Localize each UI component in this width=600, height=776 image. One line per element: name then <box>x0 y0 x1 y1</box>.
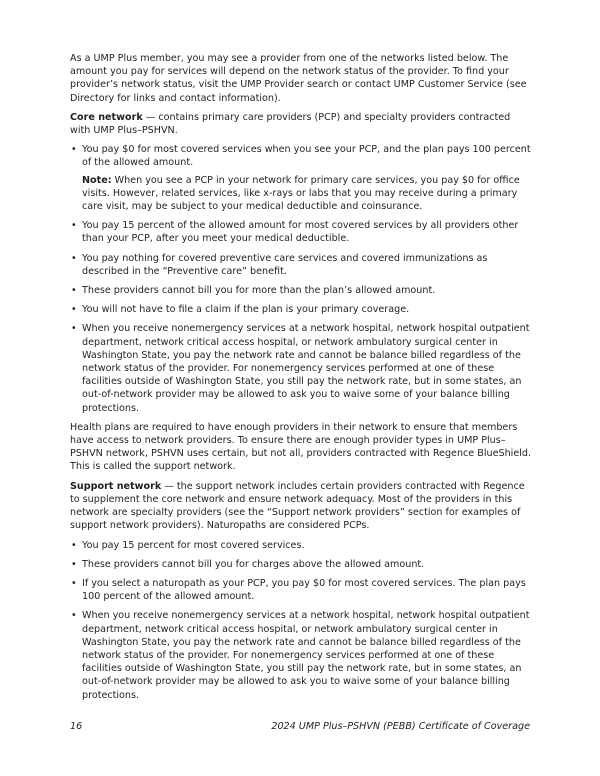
bullet-icon: • <box>71 144 77 156</box>
bullet-icon: • <box>71 610 77 622</box>
intro-paragraph: As a UMP Plus member, you may see a provider from one of the networks listed below. The amount you pay for services will depend on the network status of the provider. To find your provider’s network status, visit the UMP Provider search or contact UMP Customer Service (see Directory for links and contact information). <box>70 53 527 104</box>
list-item: • If you select a naturopath as your PCP, you pay $0 for most covered services. The plan pays 100 percent of the allowed amount. <box>71 577 526 603</box>
note-text: When you see a PCP in your network for primary care services, you pay $0 for office visits. However, related services, like x-rays or labs that you may receive during a primary care visit, may be subject to your medical deductible and coinsurance. <box>82 174 520 213</box>
list-item: • These providers cannot bill you for charges above the allowed amount. <box>71 558 425 570</box>
note-label: Note: <box>82 174 112 186</box>
bullet-icon: • <box>71 558 77 570</box>
bullet-icon: • <box>71 539 77 551</box>
support-network-text: — the support network includes certain providers contracted with Regence to supplement the core network and ensure network adequacy. Most of the providers in this network are specialty providers (see the “Support network providers” section for examples of support network providers). Naturopaths are considered PCPs. <box>70 480 525 532</box>
support-network-list <box>70 539 532 702</box>
note-paragraph <box>82 174 532 214</box>
bullet-icon: • <box>71 252 77 264</box>
core-network-text: — contains primary care providers (PCP) and specialty providers contracted with UMP Plus–PSHVN. <box>70 111 511 137</box>
support-network-paragraph <box>70 480 532 533</box>
support-network-heading: Support network <box>70 480 162 492</box>
core-network-heading: Core network <box>70 111 143 123</box>
list-item: • You pay 15 percent of the allowed amount for most covered services by all providers other than your PCP, after you meet your medical deductible. <box>71 220 519 245</box>
page-number: 16 <box>70 721 83 732</box>
bullet-icon: • <box>71 323 77 335</box>
document-body <box>70 52 532 708</box>
core-network-list <box>70 143 532 415</box>
list-item: • You pay $0 for most covered services when you see your PCP, and the plan pays 100 percent of the allowed amount. Note: When you see a PCP in your network for primary care services, you pay $0 for office visits. However, related services, like x-rays or labs that you may receive during a primary care visit, may be subject to your medical deductible and coinsurance. <box>71 144 531 213</box>
bullet-icon: • <box>71 304 77 316</box>
list-item: • When you receive nonemergency services at a network hospital, network hospital outpatient department, network critical access hospital, or network ambulatory surgical center in Washington State, you pay the network rate and cannot be balance billed regardless of the network status of the provider. For nonemergency services performed at one of these facilities outside of Washington State, you still pay the network rate, but in some states, an out-of-network provider may be allowed to ask you to waive some of your balance billing protections. <box>71 323 530 414</box>
bullet-icon: • <box>71 577 77 589</box>
core-network-paragraph <box>70 111 532 137</box>
bullet-icon: • <box>71 220 77 232</box>
document-title: 2024 UMP Plus–PSHVN (PEBB) Certificate of Coverage <box>271 721 530 732</box>
health-plans-paragraph: Health plans are required to have enough providers in their network to ensure that members have access to network providers. To ensure there are enough provider types in UMP Plus–PSHVN network, PSHVN uses certain, but not all, providers contracted with Regence BlueShield. This is called the support network. <box>70 421 532 473</box>
list-item: • These providers cannot bill you for more than the plan’s allowed amount. <box>71 285 436 297</box>
list-item: • You pay nothing for covered preventive care services and covered immunizations as described in the “Preventive care” benefit. <box>71 252 488 277</box>
bullet-icon: • <box>71 285 77 297</box>
list-item: • You will not have to file a claim if the plan is your primary coverage. <box>71 304 410 316</box>
list-item: • You pay 15 percent for most covered services. <box>71 539 305 551</box>
list-item: • When you receive nonemergency services at a network hospital, network hospital outpatient department, network critical access hospital, or network ambulatory surgical center in Washington State, you pay the network rate and cannot be balance billed regardless of the network status of the provider. For nonemergency services performed at one of these facilities outside of Washington State, you still pay the network rate, but in some states, an out-of-network provider may be allowed to ask you to waive some of your balance billing protections. <box>71 610 530 701</box>
